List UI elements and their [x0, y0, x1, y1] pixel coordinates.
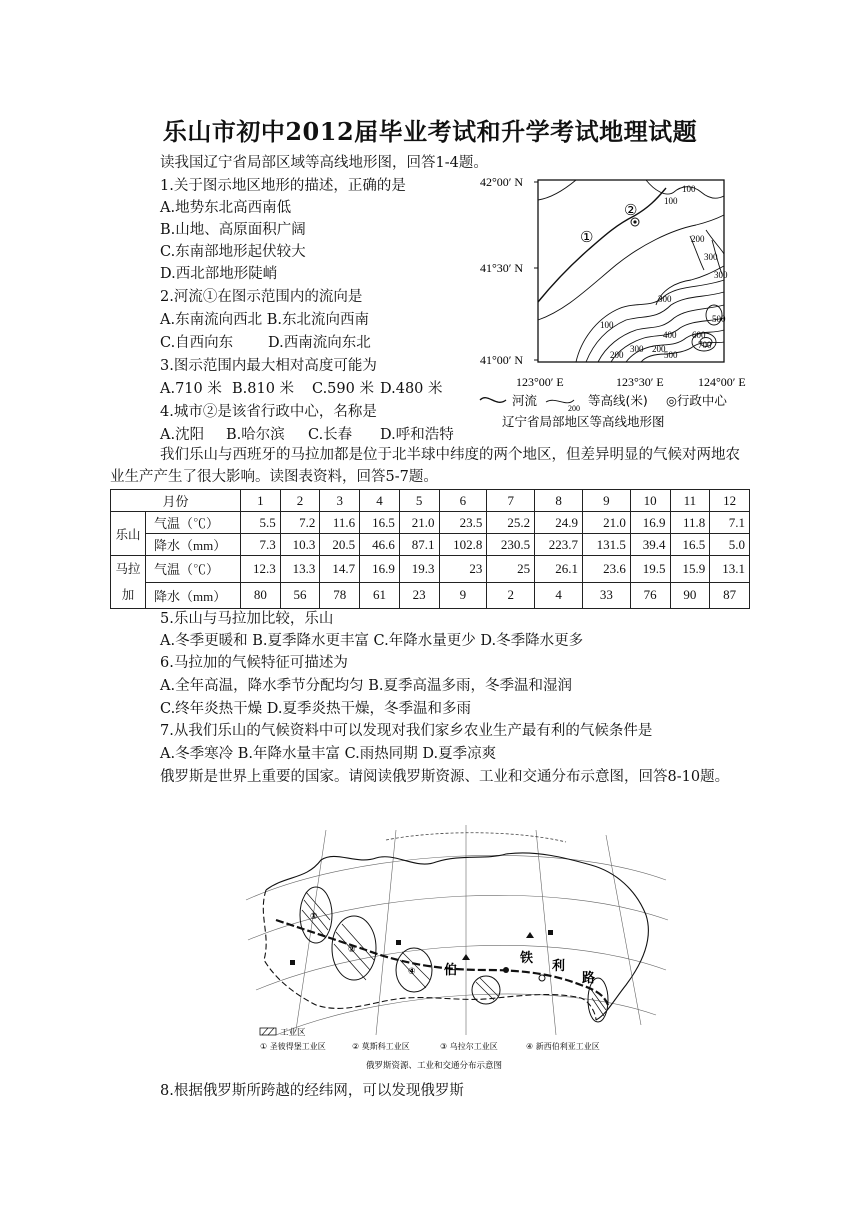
- contour-label: 300: [714, 270, 728, 280]
- question-stem: 2.河流①在图示范围内的流向是: [160, 289, 363, 305]
- option: A.冬季更暖和 B.夏季降水更丰富 C.年降水量更少 D.冬季降水更多: [160, 633, 584, 649]
- contour-label: 200: [652, 344, 666, 354]
- question-stem: 6.马拉加的气候特征可描述为: [160, 655, 348, 671]
- lon-label: 123°00′ E: [516, 375, 564, 389]
- contour-label: 100: [682, 184, 696, 194]
- map-caption: 辽宁省局部地区等高线地形图: [502, 414, 665, 429]
- lat-label: 42°00′ N: [480, 175, 524, 189]
- legend-capital: ◎行政中心: [666, 393, 727, 408]
- river-line: [538, 188, 666, 302]
- legend-zone-2: ② 莫斯科工业区: [352, 1042, 410, 1051]
- marker-1: ①: [580, 230, 594, 246]
- contour-label: 200: [610, 350, 624, 360]
- option: A.东南流向西北 B.东北流向西南: [160, 312, 369, 328]
- legend-zone-1: ① 圣彼得堡工业区: [260, 1042, 326, 1051]
- option: D.西北部地形陡峭: [160, 266, 278, 282]
- table-header-row: 月份 1 2 3 4 5 6 7 8 9 10 11 12: [111, 490, 750, 512]
- contour-label: 200: [691, 234, 705, 244]
- option: A.全年高温，降水季节分配均匀 B.夏季高温多雨，冬季温和湿润: [160, 678, 572, 694]
- option: C.终年炎热干燥 D.夏季炎热干燥，冬季温和多雨: [160, 701, 472, 717]
- svg-text:④: ④: [408, 967, 416, 977]
- legend-zone-3: ③ 乌拉尔工业区: [440, 1042, 498, 1051]
- liaoning-contour-map: [476, 170, 776, 432]
- city-label: 乐山: [111, 512, 146, 556]
- contour-label: 500: [664, 350, 678, 360]
- svg-text:①: ①: [310, 912, 318, 922]
- intro-text: 读我国辽宁省局部区域等高线地形图，回答1-4题。: [160, 155, 488, 171]
- contour-label: 500: [712, 314, 726, 324]
- option: C.东南部地形起伏较大: [160, 244, 306, 260]
- option: A.710 米: [160, 381, 222, 397]
- map-label-lu: 路: [582, 971, 596, 986]
- legend-river: 河流: [512, 393, 538, 408]
- contour-label: 100: [600, 320, 614, 330]
- table-row: 降水（mm） 7.3 10.3 20.5 46.6 87.1 102.8 230.5 223.7 131.5 39.4 16.5 5.0: [111, 534, 750, 556]
- map-label-li: 利: [552, 959, 566, 974]
- table-row: 乐山 气温（℃） 5.5 7.2 11.6 16.5 21.0 23.5 25.2 24.9 21.0 16.9 11.8 7.1: [111, 512, 750, 534]
- question-stem: 1.关于图示地区地形的描述，正确的是: [160, 178, 406, 194]
- intro-text: 俄罗斯是世界上重要的国家。请阅读俄罗斯资源、工业和交通分布示意图，回答8-10题。: [160, 769, 730, 785]
- lon-label: 123°30′ E: [616, 375, 664, 389]
- page-title: 乐山市初中2012届毕业考试和升学考试地理试题: [162, 117, 698, 146]
- option: C.自西向东: [160, 335, 234, 351]
- contour-label: 100: [664, 196, 678, 206]
- lon-label: 124°00′ E: [698, 375, 746, 389]
- option: D.呼和浩特: [380, 427, 454, 443]
- svg-text:②: ②: [348, 945, 356, 955]
- question-stem: 7.从我们乐山的气候资料中可以发现对我们家乡农业生产最有利的气候条件是: [160, 723, 653, 739]
- table-row: 马拉加 气温（℃） 12.3 13.3 14.7 16.9 19.3 23 25 26.1 23.6 19.5 15.9 13.1: [111, 556, 750, 583]
- question-stem: 8.根据俄罗斯所跨越的经纬网，可以发现俄罗斯: [160, 1083, 464, 1099]
- question-stem: 3.图示范围内最大相对高度可能为: [160, 358, 377, 374]
- option: B.810 米: [232, 381, 295, 397]
- contour-label: 300: [704, 252, 718, 262]
- climate-table: [110, 489, 750, 609]
- marker-2: ②: [624, 203, 638, 219]
- option: A.沈阳: [160, 427, 205, 443]
- contour-label: 400: [663, 330, 677, 340]
- russia-map-caption: 俄罗斯资源、工业和交通分布示意图: [366, 1061, 503, 1071]
- option: B.哈尔滨: [226, 427, 285, 443]
- city-label: 马拉加: [111, 556, 146, 609]
- legend-contour-value: 200: [568, 404, 580, 413]
- contour-label: 300: [630, 344, 644, 354]
- lat-label: 41°00′ N: [480, 353, 524, 367]
- month-header: 月份: [111, 490, 241, 512]
- question-stem: 5.乐山与马拉加比较，乐山: [160, 611, 334, 627]
- table-row: 降水（mm） 80 56 78 61 23 9 2 4 33 76 90 87: [111, 582, 750, 609]
- map-label-bo: 伯: [444, 963, 458, 978]
- contour-label: 300: [658, 294, 672, 304]
- intro-text: 我们乐山与西班牙的马拉加都是位于北半球中纬度的两个地区，但差异明显的气候对两地农业生产产生了很大影响。读图表资料，回答5-7题。: [110, 447, 740, 485]
- contour-label: 600: [692, 330, 706, 340]
- question-stem: 4.城市②是该省行政中心，名称是: [160, 404, 377, 420]
- option: D.480 米: [380, 381, 443, 397]
- option: D.西南流向东北: [268, 335, 371, 351]
- lat-label: 41°30′ N: [480, 261, 524, 275]
- legend-industry: 工业区: [280, 1028, 306, 1038]
- legend-contour: 等高线(米): [588, 393, 648, 408]
- legend-zone-4: ④ 新西伯利亚工业区: [526, 1042, 600, 1051]
- option: A.冬季寒冷 B.年降水量丰富 C.雨热同期 D.夏季凉爽: [160, 746, 497, 762]
- option: C.长春: [308, 427, 353, 443]
- option: B.山地、高原面积广阔: [160, 222, 306, 238]
- option: A.地势东北高西南低: [160, 200, 292, 216]
- map-label-railway: 铁: [520, 951, 534, 966]
- option: C.590 米: [312, 381, 374, 397]
- contour-label: 700: [698, 340, 712, 350]
- russia-map: [236, 820, 676, 1080]
